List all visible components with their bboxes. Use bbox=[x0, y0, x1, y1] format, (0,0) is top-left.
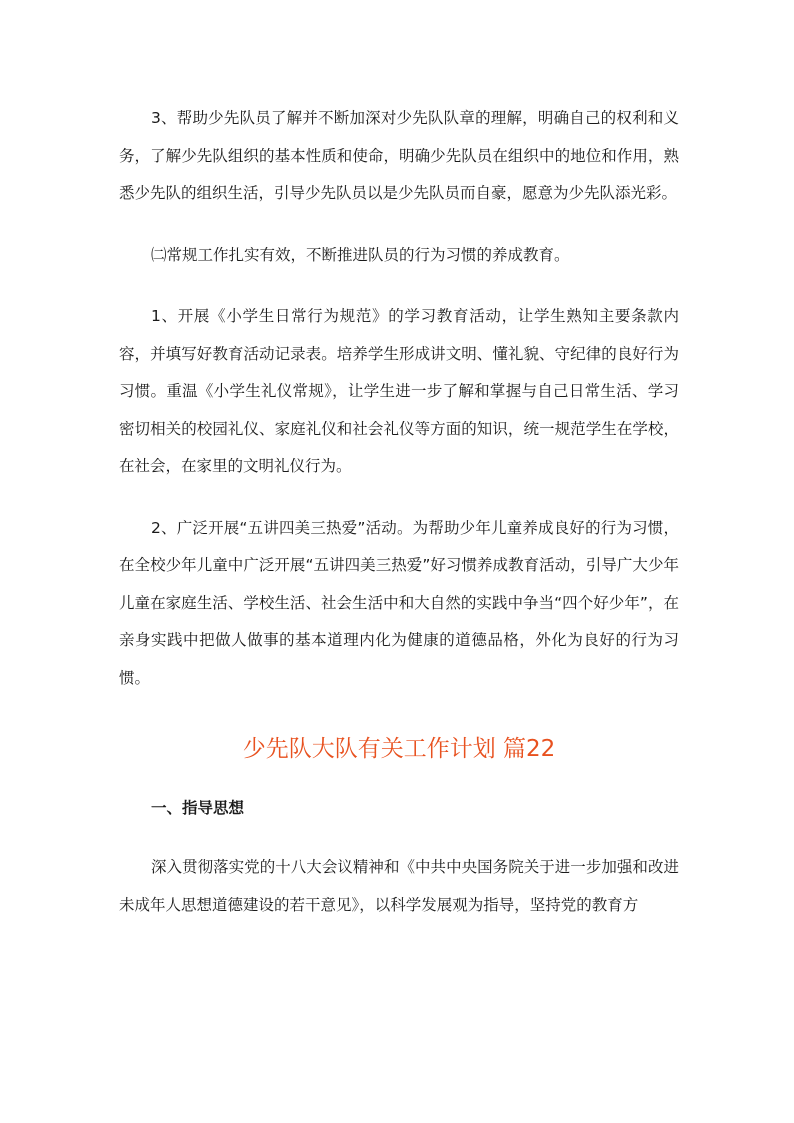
section-body-paragraph: 深入贯彻落实党的十八大会议精神和《中共中央国务院关于进一步加强和改进未成年人思想道德建设的若干意见》，以科学发展观为指导，坚持党的教育方 bbox=[119, 858, 679, 914]
paragraph-item-1: 1、开展《小学生日常行为规范》的学习教育活动，让学生熟知主要条款内容，并填写好教育活动记录表。培养学生形成讲文明、懂礼貌、守纪律的良好行为习惯。重温《小学生礼仪常规》，让学生进一步了解和掌握与自己日常生活、学习密切相关的校园礼仪、家庭礼仪和社会礼仪等方面的知识，统一规范学生在学校，在社会，在家里的文明礼仪行为。 bbox=[119, 307, 679, 475]
paragraph-item-2: 2、广泛开展“五讲四美三热爱”活动。为帮助少年儿童养成良好的行为习惯，在全校少年儿童中广泛开展“五讲四美三热爱”好习惯养成教育活动，引导广大少年儿童在家庭生活、学校生活、社会生活中和大自然的实践中争当“四个好少年”，在亲身实践中把做人做事的基本道理内化为健康的道德品格，外化为良好的行为习惯。 bbox=[119, 518, 679, 687]
section-subheading: 一、指导思想 bbox=[151, 799, 245, 817]
paragraph-section-2-heading: ㈡常规工作扎实有效，不断推进队员的行为习惯的养成教育。 bbox=[151, 245, 570, 264]
paragraph-item-3: 3、帮助少先队员了解并不断加深对少先队队章的理解，明确自己的权利和义务，了解少先队组织的基本性质和使命，明确少先队员在组织中的地位和作用，熟悉少先队的组织生活，引导少先队员以是少先队员而自豪，愿意为少先队添光彩。 bbox=[119, 109, 679, 202]
section-title: 少先队大队有关工作计划 篇22 bbox=[242, 736, 556, 762]
document-page bbox=[119, 100, 679, 924]
